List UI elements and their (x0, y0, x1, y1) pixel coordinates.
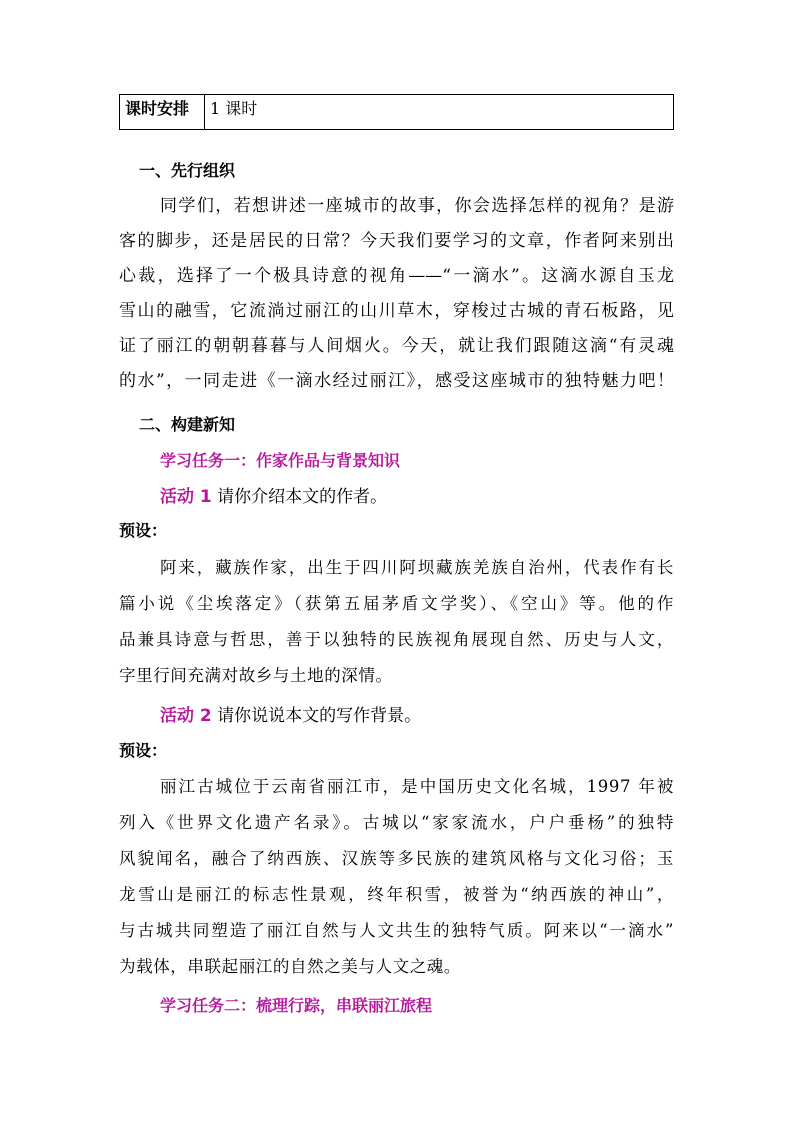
schedule-table (119, 94, 674, 130)
schedule-label: 课时安排 (120, 95, 205, 129)
preset1-line-4: 字里行间充满对故乡与土地的深情。 (119, 666, 393, 685)
section1-heading: 一、先行组织 (139, 161, 236, 180)
schedule-value: 1 课时 (210, 99, 258, 118)
preset2-line-2: 列入《世界文化遗产名录》。古城以“家家流水，户户垂杨”的独特 (119, 813, 674, 832)
activity1 (160, 485, 387, 509)
preset1-line-2: 篇小说《尘埃落定》（获第五届茅盾文学奖）、《空山》等。他的作 (119, 594, 674, 613)
preset2-line-3: 风貌闻名，融合了纳西族、汉族等多民族的建筑风格与文化习俗；玉 (119, 849, 674, 868)
intro-line-3: 心裁，选择了一个极具诗意的视角——“一滴水”。这滴水源自玉龙 (119, 266, 674, 286)
preset1-line-3: 品兼具诗意与哲思，善于以独特的民族视角展现自然、历史与人文， (119, 630, 674, 649)
preset2-line-5: 与古城共同塑造了丽江自然与人文共生的独特气质。阿来以“一滴水” (119, 921, 674, 940)
activity2-label: 活动 2 (160, 706, 212, 726)
intro-line-1: 同学们，若想讲述一座城市的故事，你会选择怎样的视角？是游 (160, 196, 674, 216)
task2-title: 学习任务二：梳理行踪，串联丽江旅程 (160, 996, 433, 1015)
intro-line-2: 客的脚步，还是居民的日常？今天我们要学习的文章，作者阿来别出 (119, 231, 674, 251)
section2-heading: 二、构建新知 (139, 415, 236, 434)
intro-line-4: 雪山的融雪，它流淌过丽江的山川草木，穿梭过古城的青石板路，见 (119, 301, 674, 321)
intro-line-6: 的水”，一同走进《一滴水经过丽江》，感受这座城市的独特魅力吧！ (119, 371, 674, 391)
activity2-text: 请你说说本文的写作背景。 (217, 706, 422, 726)
task1-title: 学习任务一：作家作品与背景知识 (160, 451, 401, 470)
preset2-label: 预设： (119, 741, 168, 760)
activity1-text: 请你介绍本文的作者。 (217, 487, 388, 507)
preset1-label: 预设： (119, 521, 168, 540)
preset2-line-1: 丽江古城位于云南省丽江市，是中国历史文化名城，1997 年被 (160, 777, 674, 796)
activity2 (160, 704, 421, 728)
activity1-label: 活动 1 (160, 487, 212, 507)
intro-line-5: 证了丽江的朝朝暮暮与人间烟火。今天，就让我们跟随这滴“有灵魂 (119, 336, 674, 356)
preset2-line-6: 为载体，串联起丽江的自然之美与人文之魂。 (119, 957, 461, 976)
preset1-line-1: 阿来，藏族作家，出生于四川阿坝藏族羌族自治州，代表作有长 (160, 558, 674, 577)
preset2-line-4: 龙雪山是丽江的标志性景观，终年积雪，被誉为“纳西族的神山”， (119, 885, 674, 904)
